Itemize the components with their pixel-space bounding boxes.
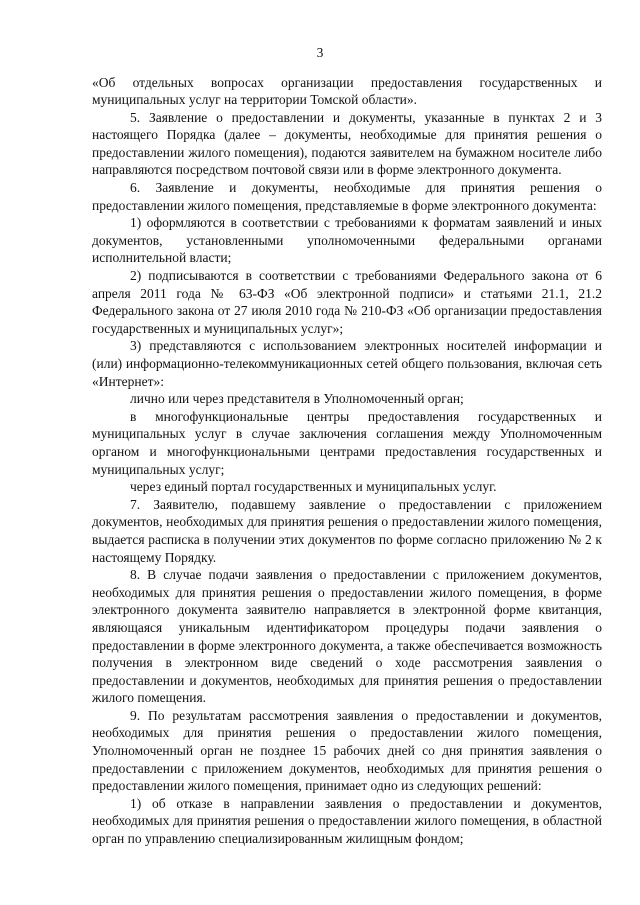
subitem-9-1: 1) об отказе в направлении заявления о предоставлении и документов, необходимых для принятия решения о предоставлении жилого помещения, в областной орган по управлению специализированным жилищным фондом; [92,795,602,847]
subitem-6-2: 2) подписываются в соответствии с требованиями Федерального закона от 6 апреля 2011 года № 63-ФЗ «Об электронной подписи» и статьями 21.1, 21.2 Федерального закона от 27 июля 2010 года № 210-ФЗ «Об организации предоставления государственных и муниципальных услуг»; [92,268,602,336]
paragraph-item-6: 6. Заявление и документы, необходимые для принятия решения о предоставлении жилого помещения, представляемые в форме электронного документа: [92,180,602,213]
paragraph-item-5: 5. Заявление о предоставлении и документы, указанные в пунктах 2 и 3 настоящего Порядка (далее – документы, необходимые для принятия решения о предоставлении жилого помещения), подаются заявителем на бумажном носителе либо направляются посредством почтовой связи или в форме электронного документа. [92,109,602,178]
paragraph-item-7: 7. Заявителю, подавшему заявление о предоставлении с приложением документов, необходимых для принятия решения о предоставлении жилого помещения, выдается расписка в получении этих документов по форме согласно приложению № 2 к настоящему Порядку. [92,496,602,565]
page-number: 3 [316,45,324,60]
paragraph-item-8: 8. В случае подачи заявления о предоставлении с приложением документов, необходимых для принятия решения о предоставлении жилого помещения, в форме электронного документа заявителю направляется в электронной форме квитанция, являющаяся уникальным идентификатором процедуры подачи заявления о предоставлении в форме электронного документа, а также обеспечивается возможность получения в электронном виде сведений о ходе рассмотрения заявления о предоставлении и документов, необходимых для принятия решения о предоставлении жилого помещения. [92,567,602,706]
subitem-6-3-mfc: в многофункциональные центры предоставления государственных и муниципальных услуг в случае заключения соглашения между Уполномоченным органом и многофункциональными центрами предоставления государственных и муниципальных услуг; [92,408,602,477]
paragraph-continuation: «Об отдельных вопросах организации предоставления государственных и муниципальных услуг на территории Томской области». [92,74,602,108]
subitem-6-3-personal: лично или через представителя в Уполномоченный орган; [130,391,464,407]
subitem-6-3-portal: через единый портал государственных и муниципальных услуг. [130,479,497,495]
document-body [92,74,602,848]
paragraph-item-9: 9. По результатам рассмотрения заявления о предоставлении и документов, необходимых для принятия решения о предоставлении жилого помещения, Уполномоченный орган не позднее 15 рабочих дней со дня принятия заявления о предоставлении с приложением документов, необходимых для принятия решения о предоставлении жилого помещения, принимает одно из следующих решений: [92,707,602,794]
subitem-6-3: 3) представляются с использованием электронных носителей информации и (или) информационно-телекоммуникационных сетей общего пользования, включая сеть «Интернет»: [92,338,602,389]
subitem-6-1: 1) оформляются в соответствии с требованиями к форматам заявлений и иных документов, установленными уполномоченными федеральными органами исполнительной власти; [92,215,602,266]
